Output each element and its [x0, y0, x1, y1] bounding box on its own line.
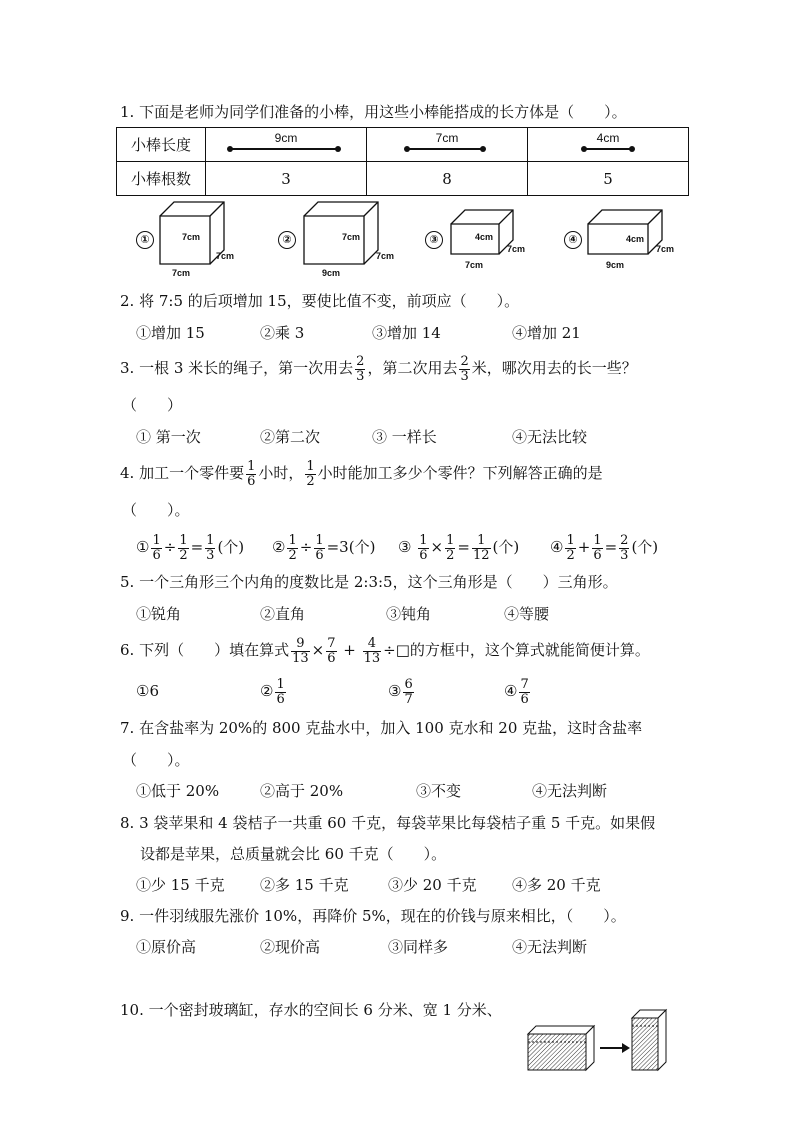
fraction	[205, 534, 215, 563]
option[interactable]: ①少 15 千克	[136, 876, 225, 894]
numerator: 1	[446, 532, 455, 548]
denominator: 6	[419, 547, 428, 563]
option-2[interactable]	[260, 674, 288, 708]
option[interactable]: ④多 20 千克	[512, 876, 601, 894]
option[interactable]: ③钝角	[386, 605, 432, 623]
numerator: 1	[419, 532, 428, 548]
dimension-label: 7cm	[656, 244, 675, 254]
fraction	[565, 534, 575, 563]
option[interactable]: ①锐角	[136, 605, 182, 623]
option-3[interactable]: ③ $\frac{1}{6}$ × $\frac{1}{2}$ = $\frac{1}{12}$ (个)	[398, 532, 520, 563]
dimension-label: 7cm	[342, 232, 361, 242]
option-number: ③	[388, 682, 402, 700]
fraction	[305, 460, 315, 489]
count-cell: 8	[367, 162, 528, 196]
choice-cuboid-3	[425, 206, 535, 272]
dimension-label: 9cm	[606, 260, 625, 270]
count-cell: 3	[206, 162, 367, 196]
fraction	[472, 534, 491, 563]
option[interactable]: ②直角	[260, 605, 306, 623]
fraction	[287, 534, 297, 563]
fraction	[246, 460, 256, 489]
denominator: 2	[446, 547, 455, 563]
count-cell: 5	[528, 162, 689, 196]
q8-line1: 8. 3 袋苹果和 4 袋桔子一共重 60 千克，每袋苹果比每袋桔子重 5 千克。如果假	[120, 814, 656, 832]
denominator: 3	[206, 547, 215, 563]
q3-stem	[120, 350, 637, 386]
table-header-count: 小棒根数	[117, 162, 206, 196]
option-number: ④	[550, 538, 564, 556]
fraction	[459, 355, 469, 384]
denominator: 6	[276, 691, 285, 707]
numerator: 7	[520, 676, 529, 692]
fraction	[592, 534, 602, 563]
option[interactable]: ③增加 14	[372, 324, 441, 342]
stick-cell-4cm	[528, 128, 689, 162]
stick-cell-7cm	[367, 128, 528, 162]
numerator: 1	[593, 532, 602, 548]
q4-blank: （ ）。	[122, 501, 190, 519]
q7-text: 7. 在含盐率为 20%的 800 克盐水中，加入 100 克水和 20 克盐，这时含盐率	[120, 719, 643, 737]
q4-text-post: 小时能加工多少个零件？下列解答正确的是	[317, 464, 603, 482]
option[interactable]: ③同样多	[388, 938, 449, 956]
q9-text: 9. 一件羽绒服先涨价 10%，再降价 5%，现在的价钱与原来相比，（ ）。	[120, 907, 626, 925]
option-number: ②	[272, 538, 286, 556]
fraction	[519, 678, 529, 707]
numerator: 1	[179, 532, 188, 548]
denominator: 6	[247, 473, 256, 489]
numerator: 1	[566, 532, 575, 548]
fraction	[363, 637, 382, 666]
result: 3	[339, 538, 349, 556]
option-number: ③	[398, 538, 412, 556]
dimension-label: 7cm	[507, 244, 526, 254]
numerator: 2	[620, 532, 629, 548]
denominator: 12	[472, 547, 490, 563]
denominator: 2	[306, 473, 315, 489]
stick-label: 7cm	[435, 131, 459, 145]
q3-text-pre: 3. 一根 3 米长的绳子，第一次用去	[120, 359, 354, 377]
option-2[interactable]: ② $\frac{1}{2}$ ÷ $\frac{1}{6}$ =3(个)	[272, 532, 376, 563]
numerator: 6	[404, 676, 413, 692]
option[interactable]: ①低于 20%	[136, 782, 220, 800]
fraction	[355, 355, 365, 384]
denominator: 3	[356, 368, 365, 384]
denominator: 3	[460, 368, 469, 384]
option[interactable]: ②多 15 千克	[260, 876, 349, 894]
option[interactable]: ③ 一样长	[372, 428, 437, 446]
dimension-label: 4cm	[626, 234, 645, 244]
option[interactable]: ①原价高	[136, 938, 197, 956]
option[interactable]: ④增加 21	[512, 324, 581, 342]
option[interactable]: ③不变	[416, 782, 462, 800]
choice-cuboid-4	[564, 206, 684, 272]
stick-label: 4cm	[596, 131, 620, 145]
stick-line	[584, 148, 632, 150]
option[interactable]: ①增加 15	[136, 324, 205, 342]
option[interactable]: ②高于 20%	[260, 782, 344, 800]
dimension-label: 7cm	[376, 251, 395, 261]
fraction	[151, 534, 161, 563]
operator: ×	[430, 538, 444, 556]
numerator: 2	[460, 353, 469, 369]
option-1[interactable]: ① $\frac{1}{6}$ ÷ $\frac{1}{2}$ = $\frac{1}{3}$ (个)	[136, 532, 245, 563]
denominator: 13	[292, 650, 309, 666]
option-number: ①	[136, 538, 150, 556]
denominator: 6	[327, 650, 336, 666]
q3-text-mid: ，第二次用去	[367, 359, 458, 377]
operator: +	[577, 538, 591, 556]
q2-text: 2. 将 7:5 的后项增加 15，要使比值不变，前项应（ ）。	[120, 292, 520, 310]
option[interactable]: ④等腰	[504, 605, 550, 623]
numerator: 1	[152, 532, 161, 548]
denominator: 7	[404, 691, 413, 707]
q1-text: 1. 下面是老师为同学们准备的小棒，用这些小棒能搭成的长方体是（ ）。	[120, 103, 627, 121]
fraction	[314, 534, 324, 563]
denominator: 2	[179, 547, 188, 563]
q3-blank: （ ）	[122, 396, 183, 414]
q4-text-mid: 小时，	[258, 464, 304, 482]
stick-line	[407, 148, 483, 150]
option-1[interactable]	[136, 674, 159, 708]
arrow-icon	[600, 1043, 630, 1053]
fraction	[619, 534, 629, 563]
denominator: 6	[593, 547, 602, 563]
dimension-label: 7cm	[182, 232, 201, 242]
stick-line	[230, 148, 338, 150]
stick-cell-9cm	[206, 128, 367, 162]
q4-text-pre: 4. 加工一个零件要	[120, 464, 245, 482]
option-4[interactable]	[504, 674, 532, 708]
option[interactable]: ②乘 3	[260, 324, 305, 342]
option[interactable]: ④无法判断	[512, 938, 588, 956]
option-4[interactable]: ④ $\frac{1}{2}$ + $\frac{1}{6}$ = $\frac{2}{3}$ (个)	[550, 532, 659, 563]
denominator: 2	[566, 547, 575, 563]
denominator: 6	[152, 547, 161, 563]
choice-number: ④	[564, 231, 582, 249]
dimension-label: 9cm	[322, 268, 341, 278]
option[interactable]: ②现价高	[260, 938, 321, 956]
numerator: 1	[477, 532, 486, 548]
denominator: 3	[620, 547, 629, 563]
fraction	[275, 678, 285, 707]
numerator: 1	[276, 676, 285, 692]
numerator: 1	[288, 532, 297, 548]
choice-cuboid-1	[136, 196, 246, 278]
option-number: ②	[260, 682, 274, 700]
stick-label: 9cm	[274, 131, 298, 145]
q3-text-post: 米，哪次用去的长一些？	[471, 359, 637, 377]
denominator: 2	[288, 547, 297, 563]
fraction	[418, 534, 428, 563]
numerator: 1	[247, 458, 256, 474]
q6-text-post: ÷□的方框中，这个算式就能简便计算。	[383, 641, 650, 659]
denominator: 6	[315, 547, 324, 563]
unit: (个)	[631, 538, 659, 556]
tank-diagram	[526, 1004, 690, 1072]
numerator: 1	[306, 458, 315, 474]
fraction	[445, 534, 455, 563]
fraction	[291, 637, 310, 666]
q7-blank: （ ）。	[122, 751, 190, 769]
operator: ÷	[163, 538, 177, 556]
option-3[interactable]	[388, 674, 416, 708]
fraction	[403, 678, 413, 707]
q8-line2: 设都是苹果，总质量就会比 60 千克（ ）。	[140, 845, 447, 863]
dimension-label: 7cm	[172, 268, 191, 278]
unit: (个)	[492, 538, 520, 556]
table-header-length: 小棒长度	[117, 128, 206, 162]
fraction	[178, 534, 188, 563]
option[interactable]: ① 第一次	[136, 428, 201, 446]
q5-text: 5. 一个三角形三个内角的度数比是 2:3:5，这个三角形是（ ）三角形。	[120, 573, 618, 591]
fraction	[326, 637, 336, 666]
q6-text-pre: 6. 下列（ ）填在算式	[120, 641, 290, 659]
denominator: 6	[520, 691, 529, 707]
option[interactable]: ④无法比较	[512, 428, 588, 446]
option-number: ④	[504, 682, 518, 700]
tank-tall-figure	[632, 1010, 666, 1070]
operator: ÷	[299, 538, 313, 556]
choice-cuboid-2	[278, 196, 398, 278]
numerator: 4	[367, 635, 377, 651]
numerator: 1	[315, 532, 324, 548]
cuboid-figure	[302, 196, 386, 266]
numerator: 1	[206, 532, 215, 548]
numerator: 7	[327, 635, 336, 651]
q6-stem: 6. 下列（ ）填在算式 $\frac{9}{13}$ × $\frac{7}{6}$ + $\frac{4}{13}$ ÷□的方框中，这个算式就能简便计算。	[120, 635, 650, 666]
q10-text: 10. 一个密封玻璃缸，存水的空间长 6 分米、宽 1 分米、	[120, 1001, 502, 1019]
q4-stem	[120, 455, 603, 491]
dimension-label: 7cm	[465, 260, 484, 270]
option-number: ①	[136, 682, 150, 700]
choice-number: ②	[278, 231, 296, 249]
denominator: 13	[363, 650, 381, 666]
option[interactable]: ③少 20 千克	[388, 876, 477, 894]
stick-table	[116, 127, 689, 196]
option[interactable]: ②第二次	[260, 428, 321, 446]
numerator: 9	[296, 635, 305, 651]
dimension-label: 4cm	[475, 232, 494, 242]
choice-number: ①	[136, 231, 154, 249]
option[interactable]: ④无法判断	[532, 782, 608, 800]
numerator: 2	[356, 353, 365, 369]
dimension-label: 7cm	[216, 251, 235, 261]
unit: (个)	[217, 538, 245, 556]
unit: (个)	[348, 538, 376, 556]
choice-number: ③	[425, 231, 443, 249]
tank-wide-figure	[528, 1026, 594, 1070]
option-value: 6	[149, 682, 159, 700]
